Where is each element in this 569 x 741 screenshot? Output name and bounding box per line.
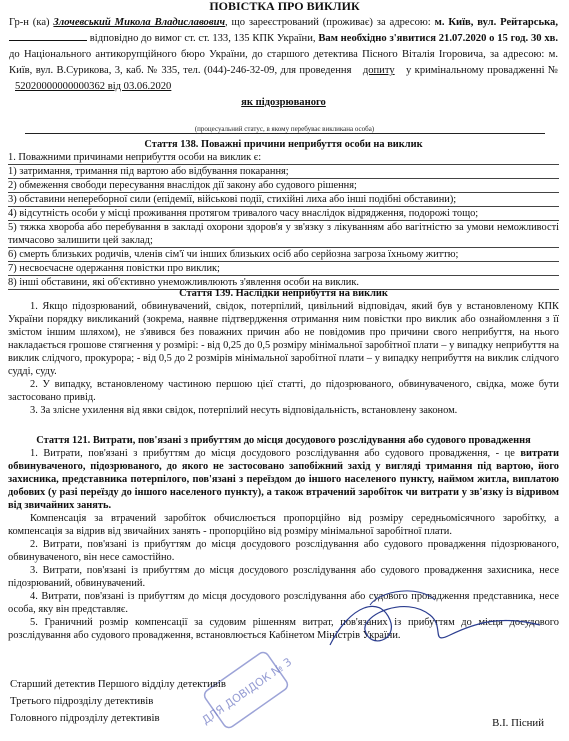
article-121-title: Стаття 121. Витрати, пов'язані з прибуттям до місця досудового розслідування або судового провадження bbox=[36, 435, 531, 446]
list-item: 2) обмеження свободи пересування внаслідок дії закону або судового рішення; bbox=[8, 179, 559, 193]
divider bbox=[25, 133, 545, 134]
article-121-para-4: 4. Витрати, пов'язані із прибуттям до місця досудового розслідування або судового провадження представника, несе особа, яку він представляє. bbox=[8, 591, 559, 615]
list-item: 5) тяжка хвороба або перебування в закладі охорони здоров'я у зв'язку з лікуванням або вагітністю за умови неможливості тимчасово залишити цей заклад; bbox=[8, 222, 559, 246]
signatory-line: Третього підрозділу детективів bbox=[10, 695, 154, 707]
person-address: м. Київ, вул. Рейтарська, bbox=[434, 17, 558, 28]
list-item: 1. Поважними причинами неприбуття особи на виклик є: bbox=[8, 151, 559, 165]
article-121-para-1-start: 1. Витрати, пов'язані з прибуттям до місця досудового розслідування або судового провадження, - це bbox=[30, 448, 515, 459]
list-item: 3) обставини непереборної сили (епідемії, військові події, стихійні лиха або інші подібні обставини); bbox=[8, 193, 559, 207]
article-139-para-1: 1. Якщо підозрюваний, обвинувачений, свідок, потерпілий, цивільний відповідач, який був у встановленому КПК України порядку викликаний (зокрема, наявне підтвердження отримання ним повістки про виклик або ознайомлення з її змістом іншим шляхом), не з'явився без поважних причин або не повідомив про причини свого неприбуття, на нього накладається грошове стягнення у розмірі: - від 0,25 до 0,5 розміру мінімальної заробітної плати – у випадку неприбуття на виклик слідчого, прокурора; - від 0,5 до 2 розмірів мінімальної заробітної плати – у випадку неприбуття на виклик слідчого судді, суду. bbox=[8, 301, 559, 377]
intro-text-1: Гр-н (ка) bbox=[9, 17, 50, 28]
status-note: (процесуальний статус, в якому перебуває викликана особа) bbox=[194, 125, 375, 133]
article-121-para-1 bbox=[8, 447, 559, 512]
article-121-para-2: 2. Витрати, пов'язані із прибуттям до місця досудового розслідування або судового провадження підозрюваного, обвинуваченого, він несе самостійно. bbox=[8, 539, 559, 563]
list-item: 8) інші обставини, які об'єктивно унеможливлюють з'явлення особи на виклик. bbox=[8, 276, 559, 290]
signatory-line: Старший детектив Першого відділу детективів bbox=[10, 678, 226, 690]
signatory-block bbox=[10, 676, 226, 727]
article-139 bbox=[8, 287, 559, 417]
signer-name: В.І. Пісний bbox=[492, 717, 544, 729]
article-121-para-1-bold: витрати обвинуваченого, підозрюваного, до якого не застосовано запобіжний захід у вигляді тримання під вартою, його захисника, представника потерпілого, пов'язані з переїздом до іншого населеного пункту, наймом житла, виплатою добових (у разі переїзду до іншого населеного пункту), а також втрачений заробіток чи витрати у зв'язку із відривом від звичайних занять. bbox=[8, 448, 559, 511]
list-item: 6) смерть близьких родичів, членів сім'ї чи інших близьких осіб або серйозна загроза їхньому життю; bbox=[8, 248, 559, 262]
case-number: 52020000000000362 від 03.06.2020 bbox=[15, 81, 172, 92]
list-item: 7) несвоєчасне одержання повістки про виклик; bbox=[8, 262, 559, 276]
intro-text-4: до Національного антикорупційного бюро України, до старшого детектива Пісного Віталія Ігоровича, за адресою: м. Київ, вул. В.Сурикова, 3, каб. № 335, тел. (044)-246-32-09, для проведення bbox=[9, 49, 558, 76]
procedural-action: допиту bbox=[362, 65, 395, 76]
list-item: 4) відсутність особи у місці проживання протягом тривалого часу внаслідок відрядження, подорожі тощо; bbox=[8, 207, 559, 221]
address-blank bbox=[9, 40, 87, 41]
article-138-list bbox=[8, 151, 559, 290]
intro-paragraph bbox=[9, 15, 558, 111]
article-121-para-3: 3. Витрати, пов'язані із прибуттям до місця досудового розслідування або судового провадження захисника, несе підозрюваний, обвинувачений. bbox=[8, 565, 559, 589]
signature bbox=[310, 585, 550, 665]
procedural-status: як підозрюваного bbox=[241, 97, 326, 108]
person-name: Злочевський Микола Владиславович bbox=[53, 17, 226, 28]
appointment-date: Вам необхідно з'явитися 21.07.2020 о 15 год. 30 хв. bbox=[318, 33, 558, 44]
list-item: 1) затримання, тримання під вартою або відбування покарання; bbox=[8, 165, 559, 179]
article-139-para-2: 2. У випадку, встановленому частиною першою цієї статті, до підозрюваного, обвинуваченого, свідка, може бути застосовано привід. bbox=[8, 379, 559, 403]
article-138-title: Стаття 138. Поважні причини неприбуття особи на виклик bbox=[144, 139, 423, 150]
article-138 bbox=[8, 138, 559, 290]
article-121-para-comp: Компенсація за втрачений заробіток обчислюється пропорційно від розміру середньомісячного заробітку, а компенсація за відрив від звичайних занять - пропорційно від розміру мінімальної заробітної плати. bbox=[8, 513, 559, 537]
article-139-title: Стаття 139. Наслідки неприбуття на виклик bbox=[179, 288, 388, 299]
intro-text-3: відповідно до вимог ст. ст. 133, 135 КПК України, bbox=[89, 33, 316, 44]
stamp-text: ДЛЯ ДОВІДОК № 3 bbox=[199, 655, 295, 728]
article-139-para-3: 3. За злісне ухилення від явки свідок, потерпілий несуть відповідальність, встановлену законом. bbox=[30, 405, 458, 416]
signatory-line: Головного підрозділу детективів bbox=[10, 712, 160, 724]
intro-text-2: , що зареєстрований (проживає) за адресою: bbox=[225, 17, 431, 28]
intro-text-5: у кримінальному провадженні № bbox=[406, 65, 559, 76]
document-title: ПОВІСТКА ПРО ВИКЛИК bbox=[209, 0, 360, 13]
article-121-para-5: 5. Граничний розмір компенсації за судовим рішенням витрат, пов'язаних із прибуттям до місця досудового розслідування або судового провадження, встановлюється Кабінетом Міністрів України. bbox=[8, 617, 559, 641]
